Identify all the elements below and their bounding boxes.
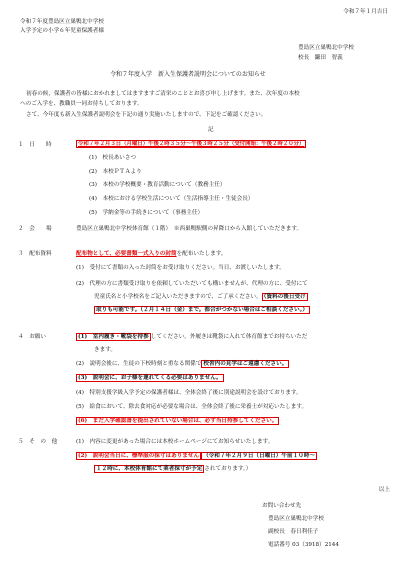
section-1-label: １ 日 時 [18,142,52,148]
other-item-2-cont [94,465,251,473]
other-item-2-red: (2) 説明会当日に、標準服の採寸はありません [78,453,200,459]
notice-title: 令和７年度入学 新入生保護者説明会についてのお知らせ [110,71,266,78]
greeting-line-2: へのご入学を、教職員一同お待ちしております。 [20,101,143,107]
materials-item-2b-box: （資料の後日受け [263,294,306,300]
agenda-item-5: (5) 学納金等の手続きについて（事務主任） [89,210,204,216]
materials-lead-red: 配布物として、必要書類一式入りの封筒 [76,251,177,257]
agenda-item-4: (4) 本校における学校生活について（生活指導主任・生徒会長） [89,196,254,202]
request-item-4: (4) 特別支援学級入学予定の保護者様は、全体会終了後に別途説明会を設けております。 [76,390,302,396]
request-item-2 [76,360,289,368]
venue-text: 豊島区立巣鴨北中学校体育館（１階） ※西巣鴨駅側の昇降口から入館していただきます。 [76,226,303,232]
agenda-item-2: (2) 本校ＰＴＡより [89,169,142,175]
materials-item-2b-text: 児童氏名と小学校名をご記入いただきますので、ご了承ください。 [94,294,262,300]
request-item-1 [76,333,307,341]
greeting-line-3: さて、今年度も新入生保護者説明会を下記の通り実施いたしますので、下記をご確認ください。 [26,112,267,118]
request-item-1-cont: きます。 [94,347,116,353]
greeting-line-1: 初春の候，保護者の皆様におかれましてはますますご清栄のこととお喜び申し上げます。また、次年度の本校 [26,91,300,97]
request-item-2-box: 校舎内の見学はご遠慮ください。 [203,361,288,367]
materials-item-2c [94,306,310,314]
section-5-label: ５ そ の 他 [18,439,58,445]
other-item-1: (1) 内容に変更があった場合には本校ホームページにてお知らせいたします。 [76,439,274,445]
request-item-1-box: (1) 室内履き・靴袋を持参 [78,334,149,340]
sender-school: 豊島区立巣鴨北中学校 [298,45,354,51]
contact-person: 副校長 春日利佳子 [268,529,319,535]
contact-label: お問い合わせ先 [262,503,302,509]
other-item-2-cont-box: １２時に、本校体育館にて業者採寸が予定 [96,466,203,472]
request-item-6-red: (6) まだ入学確認書を提出されていない場合は、必ず当日持参してください。 [78,418,278,424]
materials-item-1: (1) 受付にて書類の入った封筒をお受け取りください。当日、お渡しいたします。 [76,265,285,271]
section-3-label: ３ 配布資料 [18,251,52,257]
other-item-2-end: されております。） [204,466,252,472]
contact-school: 豊島区立巣鴨北中学校 [268,516,324,522]
sender-principal: 校長 鎌田 智義 [298,55,343,61]
materials-item-2a: (2) 代理の方に書類受け取りを依頼していただいても構いませんが、代理の方に、受付にて [76,281,308,287]
ki-heading: 記 [208,127,214,133]
agenda-item-1: (1) 校長あいさつ [89,155,137,161]
materials-lead-rest: を配布いたします。 [176,251,227,257]
event-datetime [76,140,306,148]
materials-item-2b [94,293,308,301]
request-item-1-rest: してください。外履きは靴袋に入れて体育館までお持ちいただ [150,334,308,340]
event-datetime-text: 令和７年２月３日（月曜日）午後２時３５分～午後３時２５分（受付開始：午後２時２０分） [78,141,305,147]
recipient-parents: 入学予定の小学６年児童保護者様 [20,28,104,34]
section-4-label: ４ お願い [18,334,46,340]
other-item-2 [76,452,317,460]
materials-item-2c-box: 取りも可能です。（２月１４日（金）まで。都合がつかない場合はご相談ください。） [96,307,308,313]
agenda-item-3: (3) 本校の学校概要・教育活動について（教務主任） [89,182,226,188]
request-item-6 [76,417,279,425]
request-item-5: (5) 給食において、除去食対応が必要な場合は、全体会終了後に栄養士が対応いたします。 [76,404,308,410]
recipient-school: 令和７年度豊島区立巣鴨北中学校 [20,19,104,25]
other-item-2-rest: （令和７年２月９日（日曜日）午前１０時～ [203,453,315,459]
request-item-3-box: (3) 説明会に、お子様を連れてくる必要はありません。 [78,375,222,381]
issue-date: 令和７年１月吉日 [343,9,388,15]
materials-lead [76,250,226,258]
request-item-3 [76,374,224,382]
section-2-label: ２ 会 場 [18,226,52,232]
ijou: 以上 [378,487,390,493]
contact-tel: 電話番号 03（3918）2144 [268,542,339,548]
request-item-2-text: (2) 説明会後に、生徒の下校時刻と重なる関係で [76,361,202,367]
